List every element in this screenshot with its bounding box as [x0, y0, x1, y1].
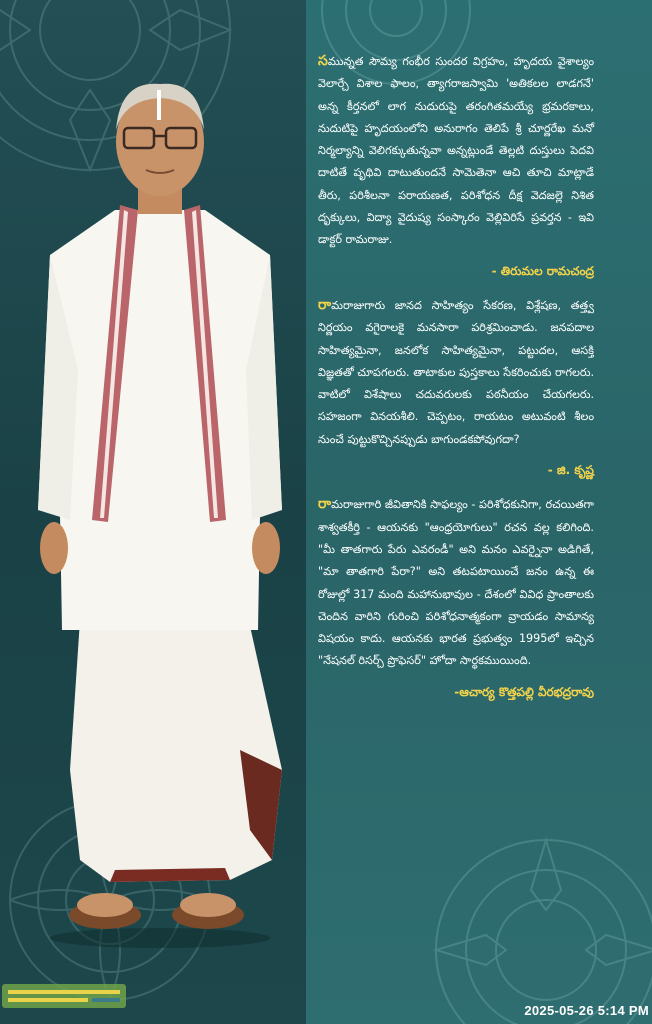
person-portrait-icon — [20, 70, 302, 950]
quote-paragraph-2 — [318, 294, 594, 451]
quote-text: మున్నత సౌమ్య గంభీర సుందర విగ్రహం, హృదయ వైశాల్యం వెలార్చే విశాల ఫాలం, త్యాగరాజస్వామి 'అతికలల లాడగనే' అన్న కీర్తనలో లాగ నుదురుపై తరంగితమయ్యే భ్రమరకాలు, నుదుటిపై హృదయంలోని అనురాగం తెలిపే శ్రీ చూర్ణరేఖ మనో నిర్మల్యాన్ని వెలిగక్కుతున్నవా అన్నట్లుండే తెల్లటి దుస్తులు పెదవి దాటితే పృథివి దాటుతుందనే సామెతెనా ఆచి తూచి మాట్లాడే తీరు, పరిశీలనా పరాయణత, పరిశోధన దీక్ష వెదజల్లె నిశిత దృక్కులు, విద్యా వైదుష్య సంస్కారం వెల్లివిరిసే ప్రవర్తన - ఇవి డాక్టర్ రామరాజు. — [318, 55, 594, 247]
quote-paragraph-3 — [318, 493, 594, 672]
quote-paragraph-1 — [318, 50, 594, 252]
dropcap: రా — [318, 496, 332, 513]
photo-timestamp: 2025-05-26 5:14 PM — [524, 1003, 649, 1018]
quote-text: మరాజుగారి జీవితానికి సాఫల్యం - పరిశోధకునిగా, రచయితగా శాశ్వతకీర్తి - ఆయనకు "ఆంధ్రయోగులు" రచన వల్ల కలిగింది. "మీ తాతగారు పేరు ఎవరండీ" అని మనం ఎవర్నైనా అడిగితే, "మా తాతగారి పేరా?" అని తటపటాయించే జనం ఉన్న ఈ రోజుల్లో 317 మంది మహానుభావుల - దేశంలో వివిధ ప్రాంతాలకు చెందిన వారిని గురించి పరిశోధనాత్మకంగా వ్రాయడం సామాన్య విషయం కాదు. ఆయనకు భారత ప్రభుత్వం 1995లో ఇచ్చిన "నేషనల్ రిసర్చ్ ప్రొఫెసర్" హోదా సార్థకముయింది. — [318, 498, 594, 668]
quotes-column — [318, 50, 594, 715]
quote-author-2: - జి. కృష్ణ — [547, 463, 594, 478]
quote-author-3: -ఆచార్య కొత్తపల్లి వీరభద్రరావు — [454, 684, 594, 699]
dropcap: స — [318, 53, 328, 69]
quote-author-1: - తిరుమల రామచంద్ర — [491, 263, 594, 278]
quote-text: మరాజుగారు జానద సాహిత్యం సేకరణ, విశ్లేషణ, తత్త్వ నిర్ణయం వగైరాలకై మనసారా పరిశ్రమించాడు. జనపదాల సాహిత్యమైనా, జనలోక సాహిత్యమైనా, పట్టుదల, ఆసక్తి విజ్ఞతతో చూపగలరు. తాటాకుల పుస్తకాలు సేకరించుకు రాగలరు. వాటిలో విశేషాలు చదువరులకు పఠనీయం చేయగలరు. సహజంగా వినయశీలి. చెప్పటం, రాయటం అటువంటి శీలం నుంచే పుట్టుకొచ్చినప్పుడు బాగుండకపోవుగదా? — [318, 298, 594, 446]
mandala-ornament-icon — [426, 830, 652, 1024]
left-panel — [0, 0, 306, 1024]
dropcap: రా — [318, 296, 332, 313]
publisher-logo-icon — [2, 978, 130, 1018]
